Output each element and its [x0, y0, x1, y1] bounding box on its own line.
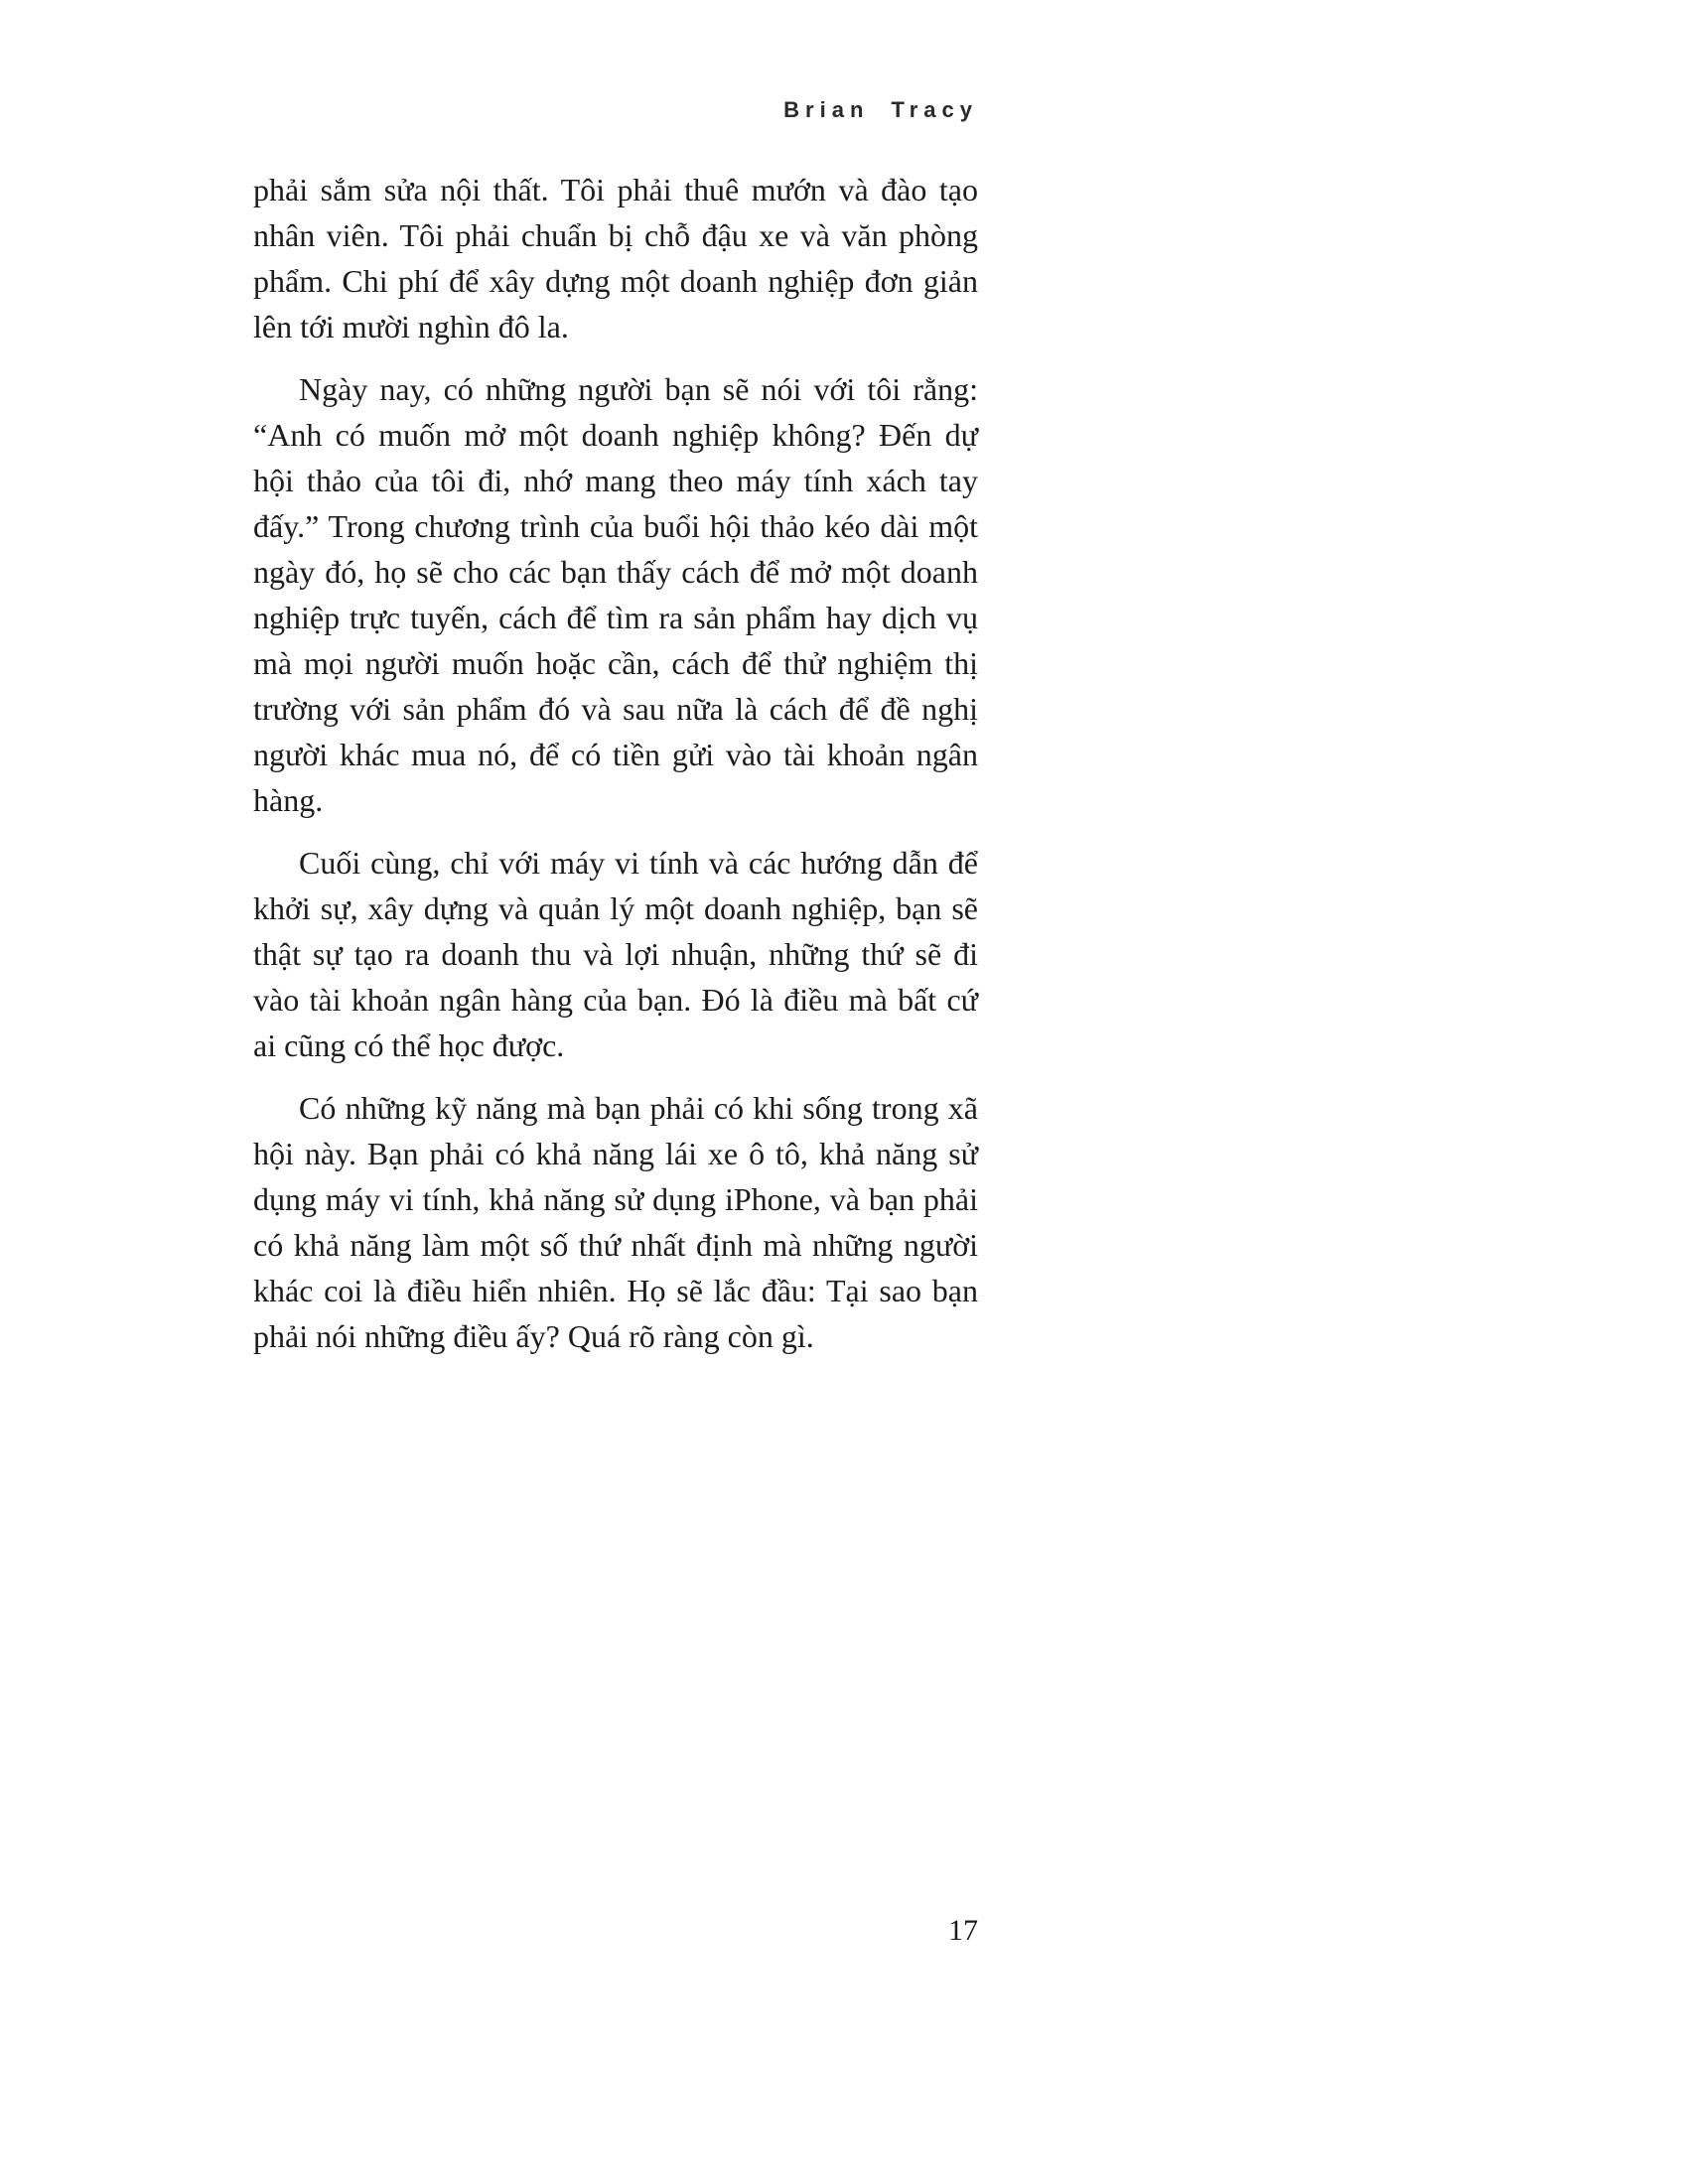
paragraph: phải sắm sửa nội thất. Tôi phải thuê mướn và đào tạo nhân viên. Tôi phải chuẩn bị chỗ đậu xe và văn phòng phẩm. Chi phí để xây dựng một doanh nghiệp đơn giản lên tới mười nghìn đô la.: [253, 172, 978, 344]
running-header-author: Brian Tracy: [783, 97, 978, 122]
paragraph: Cuối cùng, chỉ với máy vi tính và các hướng dẫn để khởi sự, xây dựng và quản lý một doanh nghiệp, bạn sẽ thật sự tạo ra doanh thu và lợi nhuận, những thứ sẽ đi vào tài khoản ngân hàng của bạn. Đó là điều mà bất cứ ai cũng có thể học được.: [253, 845, 978, 1063]
paragraph: Có những kỹ năng mà bạn phải có khi sống trong xã hội này. Bạn phải có khả năng lái xe ô tô, khả năng sử dụng máy vi tính, khả năng sử dụng iPhone, và bạn phải có khả năng làm một số thứ nhất định mà những người khác coi là điều hiển nhiên. Họ sẽ lắc đầu: Tại sao bạn phải nói những điều ấy? Quá rõ ràng còn gì.: [253, 1090, 978, 1354]
page-content: [253, 167, 978, 1376]
page-number: 17: [948, 1914, 978, 1947]
paragraph: Ngày nay, có những người bạn sẽ nói với tôi rằng: “Anh có muốn mở một doanh nghiệp không? Đến dự hội thảo của tôi đi, nhớ mang theo máy tính xách tay đấy.” Trong chương trình của buổi hội thảo kéo dài một ngày đó, họ sẽ cho các bạn thấy cách để mở một doanh nghiệp trực tuyến, cách để tìm ra sản phẩm hay dịch vụ mà mọi người muốn hoặc cần, cách để thử nghiệm thị trường với sản phẩm đó và sau nữa là cách để đề nghị người khác mua nó, để có tiền gửi vào tài khoản ngân hàng.: [253, 371, 978, 818]
